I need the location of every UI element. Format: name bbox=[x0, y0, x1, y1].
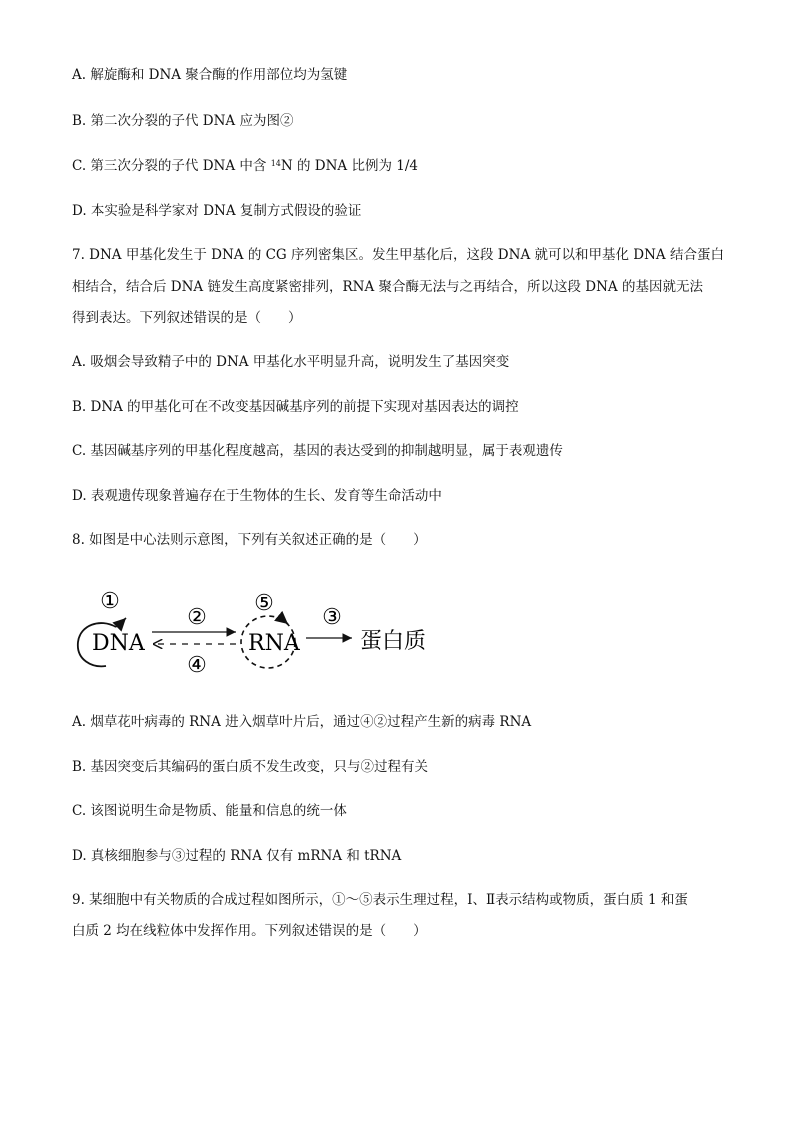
q7-option-c: C. 基因碱基序列的甲基化程度越高，基因的表达受到的抑制越明显，属于表观遗传 bbox=[72, 443, 563, 459]
q6-option-c bbox=[72, 157, 732, 175]
dna-label: DNA bbox=[92, 631, 145, 656]
q6-option-a: A. 解旋酶和 DNA 聚合酶的作用部位均为氢键 bbox=[72, 67, 348, 83]
label-circle-2: ② bbox=[187, 605, 207, 630]
q8-option-b: B. 基因突变后其编码的蛋白质不发生改变，只与②过程有关 bbox=[72, 759, 429, 775]
q8-option-c: C. 该图说明生命是物质、能量和信息的统一体 bbox=[72, 803, 347, 819]
q9-stem-line1: 9. 某细胞中有关物质的合成过程如图所示，①～⑤表示生理过程，Ⅰ、Ⅱ表示结构或物质，蛋白质 1 和蛋 bbox=[72, 892, 688, 908]
q7-stem-line3: 得到表达。下列叙述错误的是（ ） bbox=[72, 310, 302, 326]
q7-option-b: B. DNA 的甲基化可在不改变基因碱基序列的前提下实现对基因表达的调控 bbox=[72, 399, 519, 415]
q8-stem: 8. 如图是中心法则示意图，下列有关叙述正确的是（ ） bbox=[72, 532, 427, 548]
q8-option-a: A. 烟草花叶病毒的 RNA 进入烟草叶片后，通过④②过程产生新的病毒 RNA bbox=[72, 714, 532, 730]
q6-option-c-sup: 14 bbox=[270, 159, 281, 168]
q6-option-c-pre: C. 第三次分裂的子代 DNA 中含 bbox=[72, 158, 271, 174]
protein-label: 蛋白质 bbox=[360, 629, 427, 654]
q7-stem-line1: 7. DNA 甲基化发生于 DNA 的 CG 序列密集区。发生甲基化后，这段 DNA 就可以和甲基化 DNA 结合蛋白 bbox=[72, 247, 724, 263]
label-circle-4: ④ bbox=[187, 653, 207, 678]
q9-stem-line2: 白质 2 均在线粒体中发挥作用。下列叙述错误的是（ ） bbox=[72, 923, 427, 939]
q6-option-c-post: N 的 DNA 比例为 1/4 bbox=[280, 158, 418, 174]
central-dogma-diagram bbox=[60, 580, 460, 690]
q7-stem-line2: 相结合，结合后 DNA 链发生高度紧密排列，RNA 聚合酶无法与之再结合，所以这段 DNA 的基因就无法 bbox=[72, 279, 703, 295]
q8-option-d: D. 真核细胞参与③过程的 RNA 仅有 mRNA 和 tRNA bbox=[72, 848, 402, 864]
rna-replication-arrow bbox=[282, 619, 288, 624]
label-circle-1: ① bbox=[100, 589, 120, 614]
q7-option-d: D. 表观遗传现象普遍存在于生物体的生长、发育等生命活动中 bbox=[72, 488, 442, 504]
q6-option-d: D. 本实验是科学家对 DNA 复制方式假设的验证 bbox=[72, 203, 362, 219]
q6-option-b: B. 第二次分裂的子代 DNA 应为图② bbox=[72, 113, 294, 129]
replication-loop-dna-arrow bbox=[116, 618, 126, 627]
q7-option-a: A. 吸烟会导致精子中的 DNA 甲基化水平明显升高，说明发生了基因突变 bbox=[72, 354, 510, 370]
label-circle-3: ③ bbox=[322, 605, 342, 630]
rna-label: RNA bbox=[248, 631, 300, 656]
label-circle-5: ⑤ bbox=[254, 591, 274, 616]
